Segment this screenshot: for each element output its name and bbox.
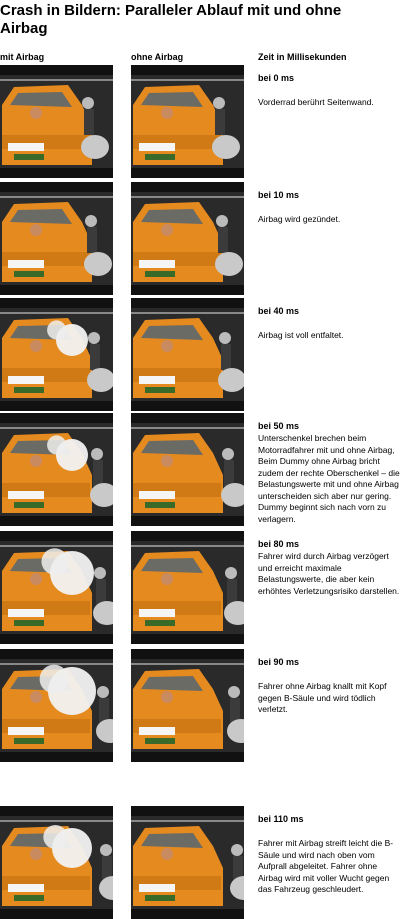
time-label: bei 0 ms	[258, 73, 295, 83]
crash-photo-without-airbag	[131, 182, 244, 295]
time-label: bei 40 ms	[258, 306, 300, 316]
column-header-time: Zeit in Millisekunden	[258, 52, 347, 62]
crash-photo-without-airbag	[131, 298, 244, 411]
time-label: bei 80 ms	[258, 539, 300, 549]
time-description: Fahrer mit Airbag streift leicht die B-Säule und wird nach oben vom Aufprall abgeleitet. Fahrer ohne Airbag wird mit voller Wucht gegen das Fahrzeug geschleudert.	[258, 838, 394, 894]
page-title: Crash in Bildern: Paralleler Ablauf mit und ohne Airbag	[0, 2, 342, 37]
time-description: Fahrer ohne Airbag knallt mit Kopf gegen B-Säule und wird tödlich verletzt.	[258, 681, 387, 714]
crash-photo-with-airbag	[0, 649, 113, 762]
crash-photo-with-airbag	[0, 806, 113, 919]
crash-photo-with-airbag	[0, 298, 113, 411]
time-label: bei 10 ms	[258, 190, 300, 200]
crash-photo-without-airbag	[131, 806, 244, 919]
time-label: bei 90 ms	[258, 657, 300, 667]
crash-photo-without-airbag	[131, 65, 244, 178]
crash-photo-with-airbag	[0, 65, 113, 178]
time-description: Airbag ist voll entfaltet.	[258, 330, 344, 340]
time-description: Airbag wird gezündet.	[258, 214, 341, 224]
crash-photo-without-airbag	[131, 649, 244, 762]
column-header-without-airbag: ohne Airbag	[131, 52, 184, 62]
time-label: bei 50 ms	[258, 421, 300, 431]
crash-photo-with-airbag	[0, 413, 113, 526]
crash-photo-without-airbag	[131, 413, 244, 526]
time-label: bei 110 ms	[258, 814, 304, 824]
crash-photo-with-airbag	[0, 531, 113, 644]
crash-photo-with-airbag	[0, 182, 113, 295]
time-description: Fahrer wird durch Airbag verzögert und erreicht maximale Belastungswerte, die aber kein erhöhtes Verletzungsrisiko darstellen.	[258, 551, 400, 596]
time-description: Vorderrad berührt Seitenwand.	[258, 97, 374, 107]
time-description: Unterschenkel brechen beim Motorradfahrer mit und ohne Airbag, Beim Dummy ohne Airbag bricht zudem der rechte Oberschenkel – die Belastungswerte mit und ohne Airbag unterscheiden sich aber nur gering. Dummy beginnt sich nach vorn zu verlagern.	[258, 433, 400, 524]
column-header-with-airbag: mit Airbag	[0, 52, 45, 62]
crash-photo-without-airbag	[131, 531, 244, 644]
